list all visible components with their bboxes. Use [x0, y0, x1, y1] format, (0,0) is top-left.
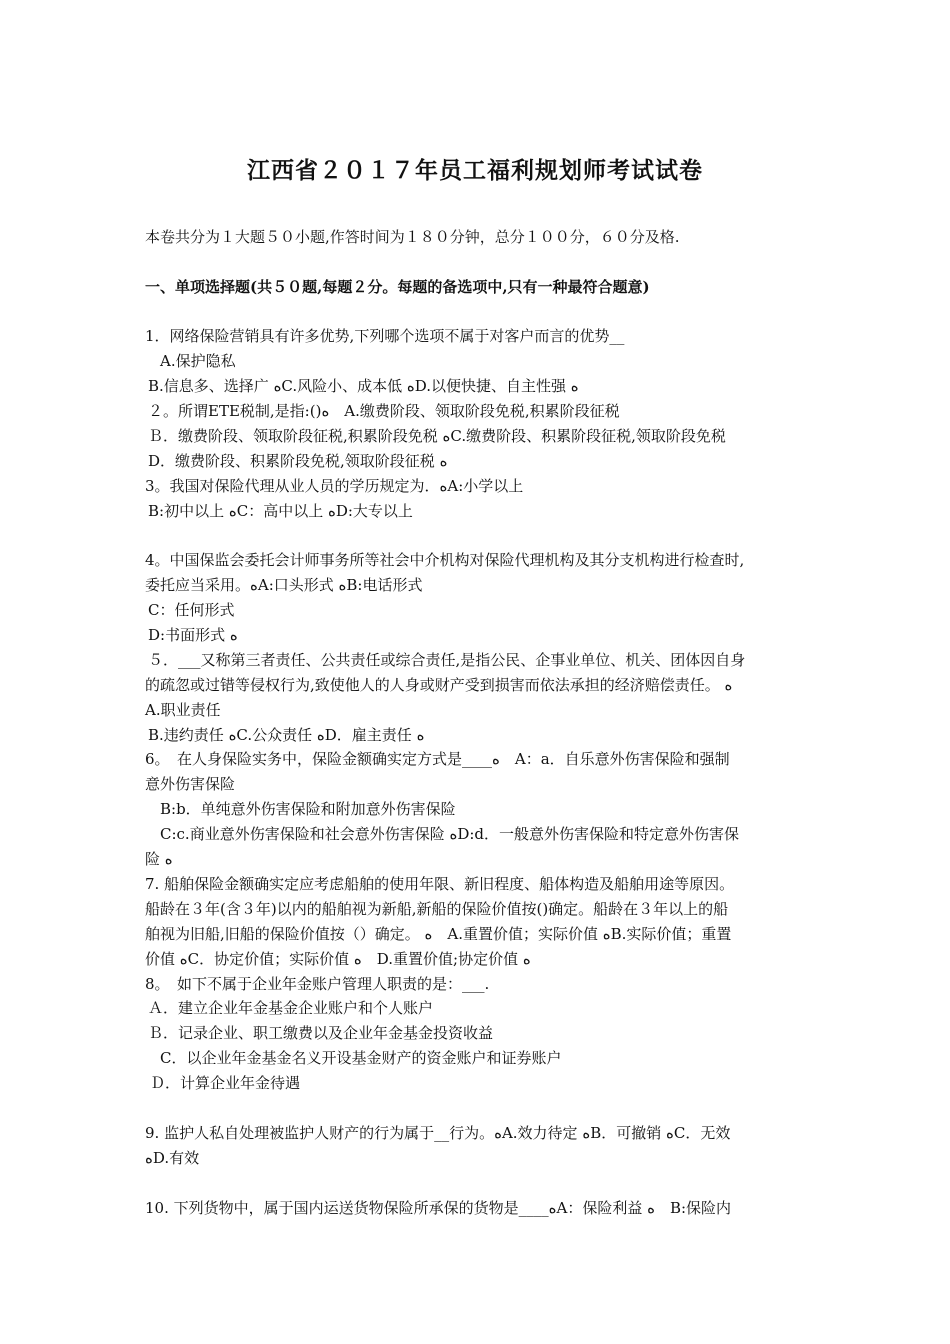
question-line: 3。我国对保险代理从业人员的学历规定为．ﻩA:小学以上 [145, 477, 524, 495]
question-line: 4。中国保监会委托会计师事务所等社会中介机构对保险代理机构及其分支机构进行检查时, [145, 551, 745, 569]
option-line: C．以企业年金基金名义开设基金财产的资金账户和证券账户 [160, 1049, 562, 1067]
option-line: A.保护隐私 [160, 352, 236, 370]
question-line: 船龄在３年(含３年)以内的船舶视为新船,新船的保险价值按()确定。船龄在３年以上的船 [145, 900, 729, 918]
question-line: 9. 监护人私自处理被监护人财产的行为属于__行为。ﻩA.效力待定 ﻩB．可撤销 ﻩC．无效 [145, 1124, 731, 1142]
question-line: 意外伤害保险 [145, 775, 236, 793]
option-line: C：任何形式 [148, 601, 235, 619]
option-line: D:书面形式 ﻩ [148, 626, 238, 644]
question-line: 7. 船舶保险金额确实定应考虑船舶的使用年限、新旧程度、船体构造及船舶用途等原因。 [145, 875, 735, 893]
option-line: B:初中以上 ﻩC：高中以上 ﻩD:大专以上 [148, 502, 413, 520]
question-line: ２。所谓ETE税制,是指:()ﻩ A.缴费阶段、领取阶段免税,积累阶段征税 [148, 402, 620, 420]
question-line: ５．___又称第三者责任、公共责任或综合责任,是指公民、企事业单位、机关、团体因自身 [148, 651, 746, 669]
option-line: Ｂ．缴费阶段、领取阶段征税,积累阶段免税 ﻩC.缴费阶段、积累阶段征税,领取阶段免税 [148, 427, 726, 445]
option-line: D．缴费阶段、积累阶段免税,领取阶段征税 ﻩ [148, 452, 448, 470]
question-line: 的疏忽或过错等侵权行为,致使他人的人身或财产受到损害而依法承担的经济赔偿责任。 ﻩ [145, 676, 733, 694]
exam-intro: 本卷共分为１大题５０小题,作答时间为１８０分钟，总分１００分，６０分及格. [145, 228, 680, 246]
option-line: Ａ．建立企业年金基金企业账户和个人账户 [148, 999, 434, 1017]
option-line: A.职业责任 [145, 701, 221, 719]
section-heading: 一、单项选择题(共５０题,每题２分。每题的备选项中,只有一种最符合题意) [145, 278, 650, 296]
option-line: B.信息多、选择广 ﻩC.风险小、成本低 ﻩD.以便快捷、自主性强 ﻩ [148, 377, 579, 395]
option-line: B:b．单纯意外伤害保险和附加意外伤害保险 [160, 800, 456, 818]
option-line: Ｂ．记录企业、职工缴费以及企业年金基金投资收益 [148, 1024, 494, 1042]
question-line: 8。 如下不属于企业年金账户管理人职责的是：___. [145, 975, 490, 993]
option-line: B.违约责任 ﻩC.公众责任 ﻩD．雇主责任 ﻩ [148, 726, 425, 744]
question-line: 舶视为旧船,旧船的保险价值按（）确定。 ﻩ A.重置价值；实际价值 ﻩB.实际价值；重置 [145, 925, 732, 943]
option-line: C:c.商业意外伤害保险和社会意外伤害保险 ﻩD:d．一般意外伤害保险和特定意外伤害保 [160, 825, 740, 843]
question-line: 1．网络保险营销具有许多优势,下列哪个选项不属于对客户而言的优势__ [145, 327, 625, 345]
option-line: 价值 ﻩC．协定价值；实际价值 ﻩ D.重置价值;协定价值 ﻩ [145, 950, 531, 968]
option-line: 险 ﻩ [145, 850, 173, 868]
option-line: ﻩD.有效 [145, 1149, 200, 1167]
question-line: 委托应当采用。ﻩA:口头形式 ﻩB:电话形式 [145, 576, 423, 594]
question-line: 6。 在人身保险实务中，保险金额确实定方式是____ﻩ A：a．自乐意外伤害保险和强制 [145, 750, 730, 768]
option-line: Ｄ．计算企业年金待遇 [150, 1074, 301, 1092]
document-title: 江西省２０１７年员工福利规划师考试试卷 [247, 157, 703, 184]
question-line: 10. 下列货物中，属于国内运送货物保险所承保的货物是____ﻩA：保险利益 ﻩ B:保险内 [145, 1199, 732, 1217]
